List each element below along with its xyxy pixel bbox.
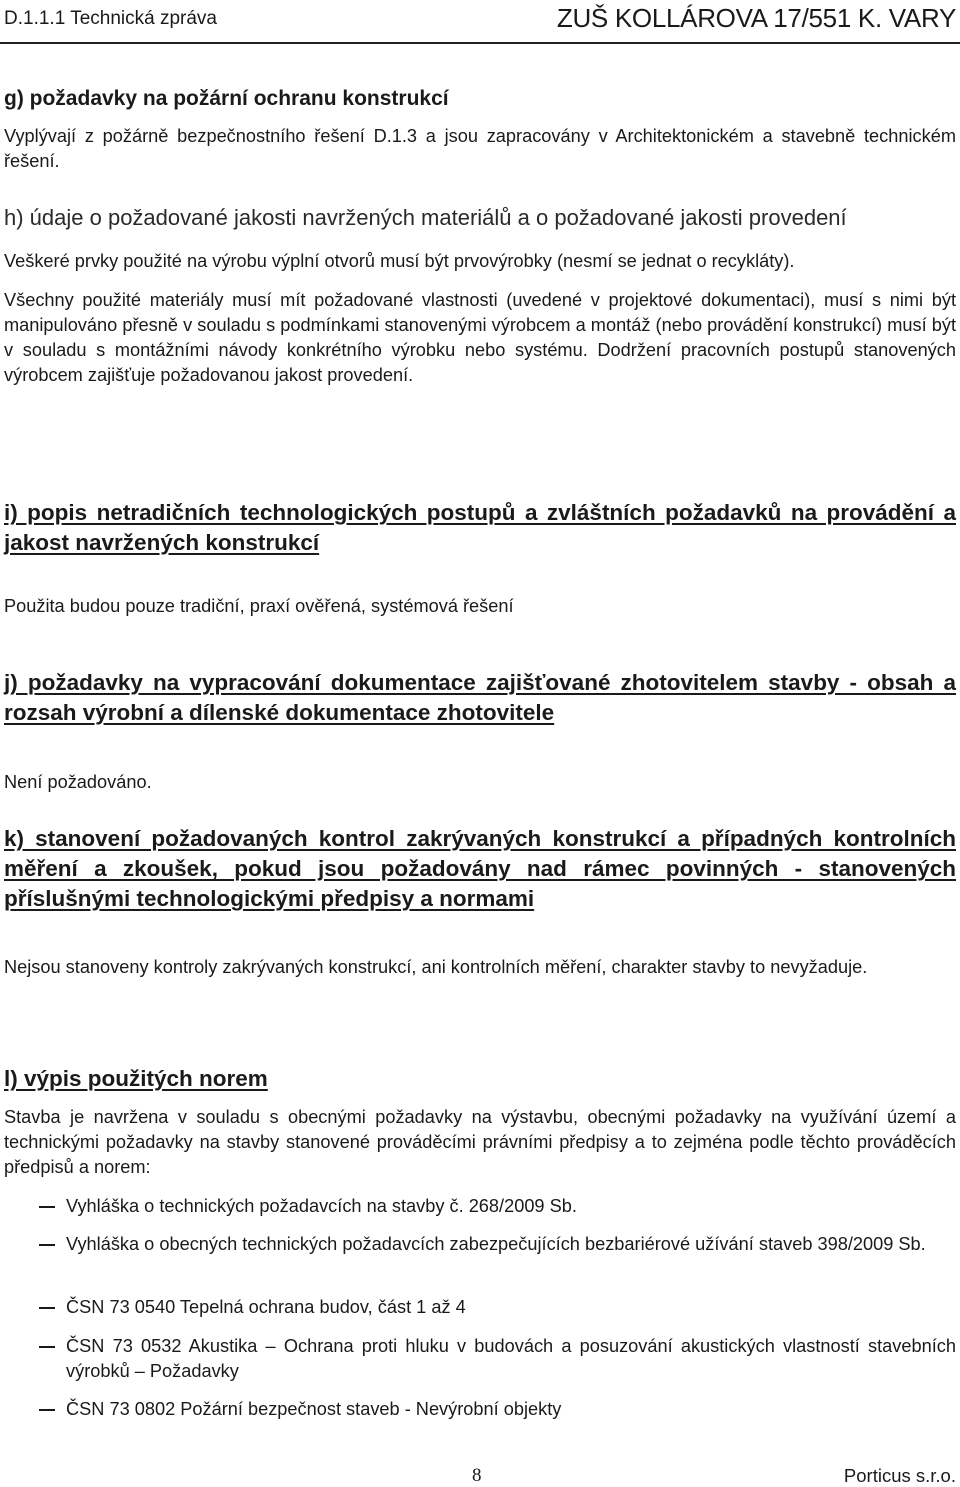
- dash-bullet-icon: [39, 1244, 55, 1246]
- footer-company: Porticus s.r.o.: [843, 1465, 956, 1486]
- section-k-heading: k) stanovení požadovaných kontrol zakrývaných konstrukcí a případných kontrolních měření a zkoušek, pokud jsou požadovány nad rámec povinných - stanovených příslušnými technologickými předpisy a normami: [4, 826, 956, 911]
- header-project-name: ZUŠ KOLLÁROVA 17/551 K. VARY: [556, 3, 956, 33]
- section-j-body: [4, 770, 956, 795]
- list-item: [4, 1194, 956, 1219]
- norms-item-3: [4, 1295, 956, 1320]
- section-h-heading: h) údaje o požadované jakosti navržených materiálů a o požadované jakosti provedení: [4, 205, 847, 230]
- norms-item-5: [4, 1397, 956, 1422]
- list-item: [4, 1295, 956, 1320]
- section-i-heading: i) popis netradičních technologických postupů a zvláštních požadavků na provádění a jakost navržených konstrukcí: [4, 500, 956, 555]
- section-g-heading: g) požadavky na požární ochranu konstrukcí: [4, 87, 449, 110]
- norms-item-1: [4, 1194, 956, 1219]
- section-k: [4, 824, 956, 914]
- dash-bullet-icon: [39, 1346, 55, 1348]
- dash-bullet-icon: [39, 1206, 55, 1208]
- norms-item-2: [4, 1232, 956, 1257]
- list-item-text: ČSN 73 0802 Požární bezpečnost staveb - Nevýrobní objekty: [66, 1399, 562, 1419]
- page-header: [0, 0, 960, 40]
- section-i: [4, 498, 956, 558]
- section-g-text: Vyplývají z požárně bezpečnostního řešení D.1.3 a jsou zapracovány v Architektonickém a stavebně technickém řešení.: [4, 126, 956, 171]
- dash-bullet-icon: [39, 1307, 55, 1309]
- section-k-text: Nejsou stanoveny kontroly zakrývaných konstrukcí, ani kontrolních měření, charakter stavby to nevyžaduje.: [4, 957, 868, 977]
- section-l-text: Stavba je navržena v souladu s obecnými požadavky na výstavbu, obecnými požadavky na využívání území a technickými požadavky na stavby stanovené prováděcími právními předpisy a to zejména podle těchto prováděcích předpisů a norem:: [4, 1107, 956, 1177]
- section-h: [4, 203, 956, 232]
- section-j-heading: j) požadavky na vypracování dokumentace zajišťované zhotovitelem stavby - obsah a rozsah výrobní a dílenské dokumentace zhotovitele: [4, 670, 956, 725]
- norms-item-4: [4, 1334, 956, 1384]
- section-j-text: Není požadováno.: [4, 772, 152, 792]
- header-divider: [0, 42, 960, 44]
- header-document-title: D.1.1.1 Technická zpráva: [4, 8, 217, 29]
- dash-bullet-icon: [39, 1409, 55, 1411]
- section-j: [4, 668, 956, 728]
- section-h-body-2: [4, 288, 956, 388]
- page-number: 8: [472, 1465, 482, 1486]
- list-item-text: Vyhláška o obecných technických požadavcích zabezpečujících bezbariérové užívání staveb 398/2009 Sb.: [66, 1234, 926, 1254]
- section-g-body: [4, 124, 956, 174]
- section-l-heading: l) výpis použitých norem: [4, 1066, 268, 1091]
- section-k-body: [4, 955, 956, 980]
- section-h-body-1: [4, 249, 956, 274]
- section-i-text: Použita budou pouze tradiční, praxí ověřená, systémová řešení: [4, 596, 514, 616]
- section-g: [4, 84, 956, 114]
- section-i-body: [4, 594, 956, 619]
- list-item: [4, 1334, 956, 1384]
- section-h-text-1: Veškeré prvky použité na výrobu výplní otvorů musí být prvovýrobky (nesmí se jednat o recykláty).: [4, 251, 795, 271]
- list-item-text: Vyhláška o technických požadavcích na stavby č. 268/2009 Sb.: [66, 1196, 577, 1216]
- list-item-text: ČSN 73 0532 Akustika – Ochrana proti hluku v budovách a posuzování akustických vlastností stavebních výrobků – Požadavky: [66, 1336, 956, 1381]
- section-l-body: [4, 1105, 956, 1180]
- list-item: [4, 1397, 956, 1422]
- list-item-text: ČSN 73 0540 Tepelná ochrana budov, část 1 až 4: [66, 1297, 466, 1317]
- section-l: [4, 1064, 956, 1094]
- list-item: [4, 1232, 956, 1257]
- section-h-text-2: Všechny použité materiály musí mít požadované vlastnosti (uvedené v projektové dokumentaci), musí s nimi být manipulováno přesně v souladu s podmínkami stanovenými výrobcem a montáž (nebo provádění konstrukcí) musí být v souladu s montážními návody konkrétního výrobku nebo systému. Dodržení pracovních postupů stanovených výrobcem zajišťuje požadovanou jakost provedení.: [4, 290, 956, 385]
